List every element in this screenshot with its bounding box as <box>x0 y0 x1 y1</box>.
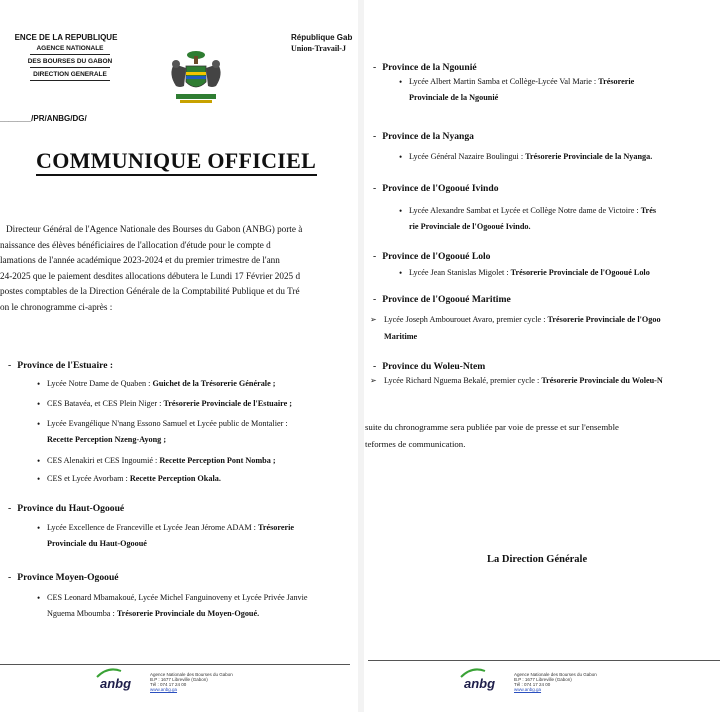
agency-header <box>0 33 140 81</box>
school-item-continued: Recette Perception Nzeng-Ayong ; <box>47 435 167 444</box>
province-heading: - Province de l'Ogooué Lolo <box>373 251 491 262</box>
province-heading: - Province du Haut-Ogooué <box>8 503 125 514</box>
republic-motto: Union-Travail-J <box>291 44 346 53</box>
school-item: ➢ Lycée Joseph Ambourouet Avaro, premier cycle : Trésorerie Provinciale de l'Ogoo <box>384 313 661 327</box>
intro-line: on le chronogramme ci-après : <box>0 301 113 312</box>
intro-paragraph <box>0 222 358 315</box>
website-link[interactable]: www.anbg.ga <box>150 687 178 692</box>
header-agency: AGENCE NATIONALE <box>36 45 104 52</box>
closing-paragraph: suite du chronogramme sera publiée par voie de presse et sur l'ensemble teformes de communication. <box>365 422 619 449</box>
school-item: • CES Batavéa, et CES Plein Niger : Trésorerie Provinciale de l'Estuaire ; <box>37 399 292 409</box>
intro-line: naissance des élèves bénéficiaires de l'allocation d'étude pour le compte d <box>0 239 271 250</box>
footer-address: Agence Nationale des Bourses du Gabon B.P : 1677 Libreville (Gabon) Tél : 074 17 24 00 www.anbg.ga <box>150 672 233 692</box>
school-item: • Lycée Alexandre Sambat et Lycée et Collège Notre dame de Victoire : Trés <box>399 206 657 216</box>
province-heading: - Province de la Nyanga <box>373 131 474 142</box>
province-heading: - Province Moyen-Ogooué <box>8 572 119 583</box>
signature: La Direction Générale <box>487 554 588 565</box>
page-left <box>0 0 358 712</box>
province-heading: - Province de la Ngounié <box>373 62 477 73</box>
republic-name: République Gab <box>291 33 353 42</box>
school-item: • CES Leonard Mbamakoué, Lycée Michel Fanguinoveny et Lycée Privée Janvie <box>37 593 308 603</box>
arrow-bullet-icon: ➢ <box>370 315 377 324</box>
province-heading: - Province de l'Estuaire : <box>8 360 114 371</box>
anbg-logo: anbg <box>100 676 131 691</box>
school-item: • Lycée Excellence de Franceville et Lycée Jean Jérome ADAM : Trésorerie <box>37 523 295 533</box>
intro-line: Directeur Général de l'Agence Nationale des Bourses du Gabon (ANBG) porte à <box>6 224 303 234</box>
school-item: • CES Alenakiri et CES Ingoumié : Recette Perception Pont Nomba ; <box>37 456 276 466</box>
footer-rule <box>368 660 720 661</box>
intro-line: lamations de l'année académique 2023-2024 et du premier trimestre de l'ann <box>0 255 280 265</box>
title-underline <box>36 174 317 176</box>
school-item-continued: Maritime <box>384 332 418 341</box>
anbg-logo: anbg <box>464 676 495 691</box>
school-item: • CES et Lycée Avorbam : Recette Perception Okala. <box>37 474 221 484</box>
page-title: COMMUNIQUE OFFICIEL <box>36 148 317 173</box>
school-item: ➢ Lycée Richard Nguema Bekalé, premier cycle : Trésorerie Provinciale du Woleu-N <box>384 374 663 388</box>
header-presidency: ENCE DE LA REPUBLIQUE <box>14 33 118 42</box>
header-direction: DIRECTION GENERALE <box>33 71 107 78</box>
school-item-continued: Provinciale du Haut-Ogooué <box>47 539 147 548</box>
school-item: • Lycée Général Nazaire Boulingui : Trésorerie Provinciale de la Nyanga. <box>399 152 653 162</box>
school-item-continued: Provinciale de la Ngounié <box>409 93 499 102</box>
intro-line: postes comptables de la Direction Générale de la Comptabilité Publique et du Tré <box>0 286 300 296</box>
footer-rule <box>0 664 350 665</box>
school-item: • Lycée Albert Martin Samba et Collège-Lycée Val Marie : Trésorerie <box>399 77 635 87</box>
header-agency-name: DES BOURSES DU GABON <box>27 58 113 65</box>
footer-address: Agence Nationale des Bourses du Gabon B.P : 1677 Libreville (Gabon) Tél : 074 17 24 00 www.anbg.ga <box>514 672 597 692</box>
school-item-continued: rie Provinciale de l'Ogooué Ivindo. <box>409 222 531 231</box>
province-heading: - Province de l'Ogooué Ivindo <box>373 183 499 194</box>
coat-of-arms-icon <box>164 50 228 106</box>
province-heading: - Province de l'Ogooué Maritime <box>373 294 511 305</box>
reference-number: _______/PR/ANBG/DG/ <box>0 114 87 123</box>
logo-swoosh-icon <box>460 668 486 678</box>
logo-swoosh-icon <box>96 668 122 678</box>
school-item: • Lycée Jean Stanislas Migolet : Trésorerie Provinciale de l'Ogooué Lolo <box>399 268 650 278</box>
website-link[interactable]: www.anbg.ga <box>514 687 542 692</box>
page-right <box>364 0 720 712</box>
intro-line: 24-2025 que le paiement desdites allocations débutera le Lundi 17 Février 2025 d <box>0 270 301 281</box>
arrow-bullet-icon: ➢ <box>370 376 377 385</box>
school-item: • Lycée Evangélique N'nang Essono Samuel et Lycée public de Montalier : <box>37 419 288 429</box>
school-item: • Lycée Notre Dame de Quaben : Guichet de la Trésorerie Générale ; <box>37 379 276 389</box>
republic-header <box>291 33 352 53</box>
province-heading: - Province du Woleu-Ntem <box>373 361 486 372</box>
school-item-continued: Nguema Mbоumba : Trésorerie Provinciale du Moyen-Ogoué. <box>47 609 260 618</box>
